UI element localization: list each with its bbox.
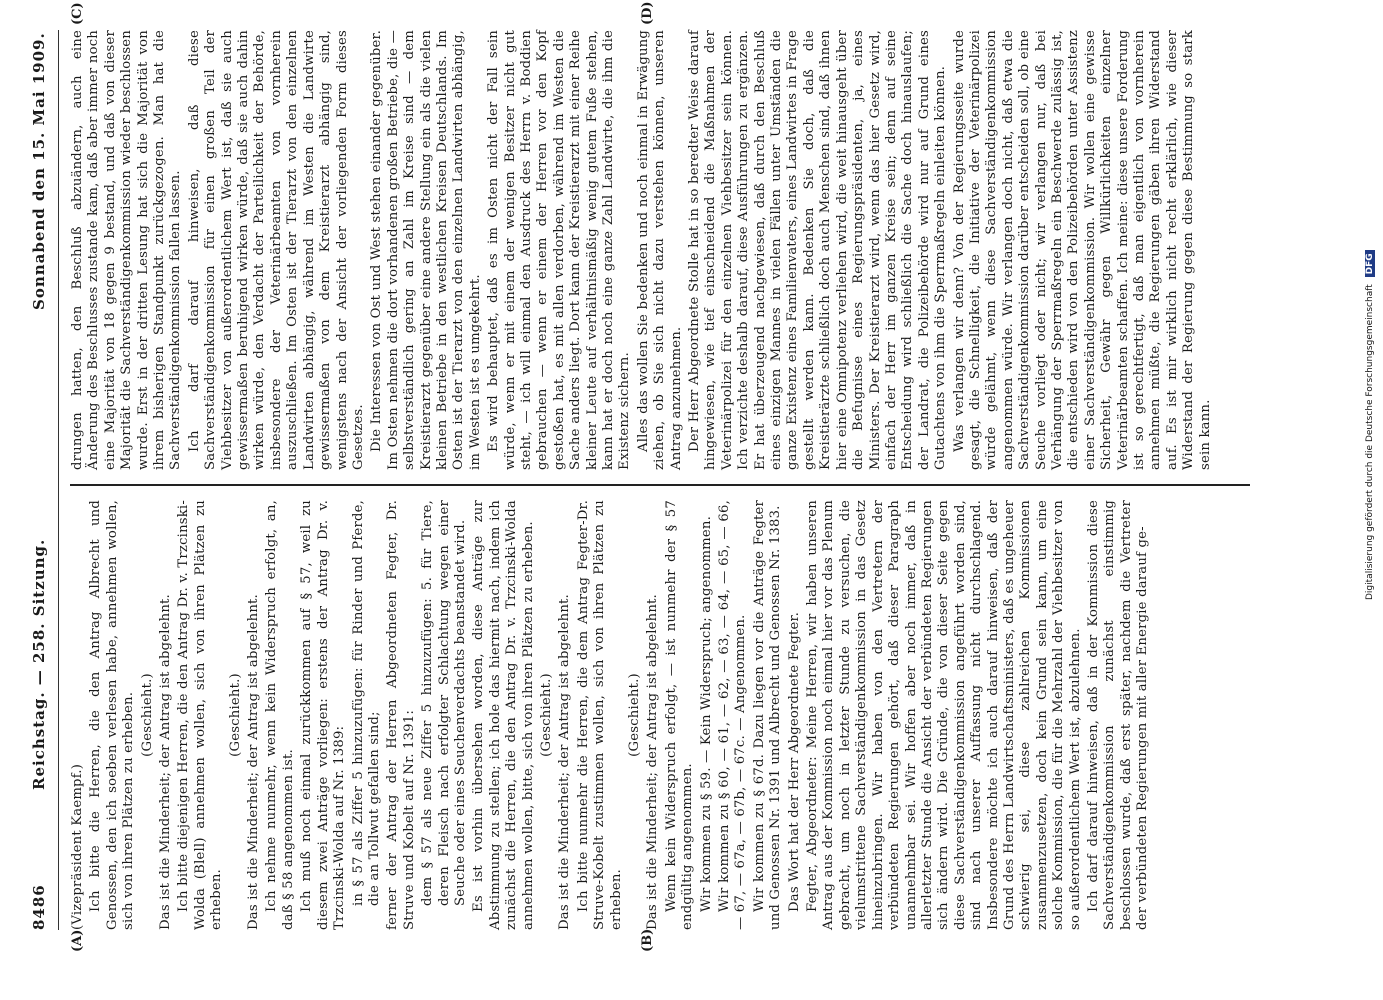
paragraph: Fegter, Abgeordneter: Meine Herren, wir haben unseren Antrag aus der Kommission noch einmal hier vor das Plenum gebracht, um noch in letzter Stunde zu versuchen, die vielumstrittene Sachverständigenkommission in das Gesetz hineinzubringen. Wir haben von den Vertretern der verbündeten Regierungen gehört, daß dieser Paragraph unannehmbar sei. Wir hoffen aber noch immer, daß in allerletzter Stunde die Ansicht der verbündeten Regierungen sich ändern wird. Die Gründe, die von dieser Seite gegen diese Sachverständigenkommission angeführt worden sind, sind nach unserer Auffassung nicht durchschlagend. Insbesondere möchte ich auch darauf hinweisen, daß der Grund des Herrn Landwirtschaftsministers, daß es ungeheuer schwierig sei, diese zahlreichen Kommissionen zusammenzusetzen, doch kein Grund sein kann, um eine solche Kommission, die für die Mehrzahl der Viehbesitzer von so außerordentlichem Wert ist, abzulehnen. (805, 500, 1083, 930)
paragraph: (Vizepräsident Kaempf.) (70, 763, 85, 930)
margin-marker-a: (A) (70, 929, 85, 952)
paragraph: (Geschieht.) (627, 673, 642, 757)
dfg-logo: DFG (1365, 250, 1375, 277)
header-title: Reichstag. — 258. Sitzung. (30, 538, 48, 790)
paragraph: Es ist vorhin übersehen worden, diese Anträge zur Abstimmung zu stellen; ich hole das hiermit nach, indem ich zunächst die Herren, die den Antrag Dr. v. Trzcinski-Wolda annehmen wollen, bitte, sich von ihren Plätzen zu erheben. (471, 500, 536, 930)
paragraph: Das ist die Minderheit; der Antrag ist abgelehnt. (645, 594, 661, 930)
paragraph: Wir kommen zu § 60, — 61, — 62, — 63, — 64, — 65, — 66, — 67, — 67a, — 67b, — 67c. — Angenommen. (717, 500, 749, 930)
paragraph: Alles das wollen Sie bedenken und noch einmal in Erwägung ziehen, ob Sie sich nicht dazu verstehen können, unseren Antrag anzunehmen. (635, 30, 684, 470)
digitization-credit (1365, 250, 1375, 600)
page-number: 8486 (30, 884, 48, 930)
header-rule (58, 30, 59, 930)
column-divider (70, 484, 1250, 486)
left-column (70, 500, 1154, 930)
paragraph: Das ist die Minderheit; der Antrag ist abgelehnt. (557, 594, 573, 930)
right-column (70, 30, 1216, 470)
paragraph: Ich bitte nunmehr die Herren, die dem Antrag Fegter-Dr. Struve-Kobelt zustimmen wollen, sich von ihren Plätzen zu erheben. (575, 500, 624, 930)
paragraph: dem § 57 als neue Ziffer 5 hinzuzufügen: 5. für Tiere, deren Fleisch nach erfolgter Schlachtung wegen einer Seuche oder eines Seuchenverdachts beanstandet wird. (420, 500, 468, 906)
paragraph: Das Wort hat der Herr Abgeordnete Fegter. (786, 612, 802, 912)
paragraph: Wir kommen zu § 59. — Kein Widerspruch; angenommen. (698, 516, 714, 912)
paragraph: (Geschieht.) (538, 673, 554, 757)
paragraph: Ich bitte die Herren, die den Antrag Albrecht und Genossen, den ich soeben verlesen habe, annehmen wollen, sich von ihren Plätzen zu erheben. (88, 500, 137, 930)
margin-marker-b: (B) (640, 928, 655, 952)
paragraph: Der Herr Abgeordnete Stolle hat in so beredter Weise darauf hingewiesen, wie tief einschneidend die Maßnahmen der Veterinärpolizei für den einzelnen Viehbesitzer sein können. Ich verzichte deshalb darauf, diese Ausführungen zu ergänzen. Er hat überzeugend nachgewiesen, daß durch den Beschluß eines einzigen Mannes in vielen Fällen unter Umständen die ganze Existenz eines Familienvaters, eines Landwirtes in Frage gestellt werden kann. Bedenken Sie doch, daß die Kreistierärzte schließlich doch auch Menschen sind, daß ihnen hier eine Omnipotenz verliehen wird, die weit hinausgeht über die Befugnisse eines Regierungspräsidenten, ja, eines Ministers. Der Kreistierarzt wird, wenn das hier Gesetz wird, einfach der Herr im ganzen Kreise sein; denn auf seine Entscheidung wird schließlich die Sache doch hinauslaufen; der Landrat, die Polizeibehörde wird nur auf Grund eines Gutachtens von ihm die Sperrmaßregeln einleiten können. (687, 30, 949, 470)
paragraph: Das ist die Minderheit; der Antrag ist abgelehnt. (158, 594, 174, 930)
page-header (30, 30, 54, 930)
credit-text: Digitalisierung gefördert durch die Deutsche Forschungsgemeinschaft (1365, 284, 1375, 600)
paragraph: Ich muß noch einmal zurückkommen auf § 57, weil zu diesem zwei Anträge vorliegen: erstens der Antrag Dr. v. Trzcinski-Wolda auf Nr. 1389: (299, 500, 348, 930)
paragraph: Wenn kein Widerspruch erfolgt, — ist nunmehr der § 57 endgültig angenommen. (663, 500, 696, 930)
paragraph: Es wird behauptet, daß es im Osten nicht der Fall sein würde, wenn er mit einem der wenigen Besitzer nicht gut steht, — ich will einmal den Ausdruck des Herrn v. Boddien gebrauchen — wenn er einem der Herren vor den Kopf gestoßen hat, es mit allen verdorben, während im Westen die Sache anders liegt. Dort kann der Kreistierarzt mit einer Reihe kleiner Leute auf verhältnismäßig wenig gutem Fuße stehen, kann hat er doch noch eine ganze Zahl Landwirte, die ihm die Existenz sichern. (486, 30, 633, 470)
header-date: Sonnabend den 15. Mai 1909. (30, 32, 48, 310)
paragraph: (Geschieht.) (227, 673, 243, 757)
paragraph: Wir kommen zu § 67d. Dazu liegen vor die Anträge Fegter und Genossen Nr. 1391 und Albrecht und Genossen Nr. 1383. (751, 500, 784, 930)
paragraph: drungen hatten, den Beschluß abzuändern, auch eine Änderung des Beschlusses zustande kam, daß aber immer noch eine Majorität von 18 gegen 9 bestand, und daß von dieser Majorität die Sachverständigenkommission wieder beschlossen wurde. Erst in der dritten Lesung hat sich die Majorität von ihrem bisherigen Standpunkt zurückgezogen. Man hat die Sachverständigenkommission fallen lassen. (70, 30, 184, 470)
paragraph: ferner der Antrag der Herren Abgeordneten Fegter, Dr. Struve und Kobelt auf Nr. 1391: (385, 500, 417, 930)
paragraph: Ich darf darauf hinweisen, daß diese Sachverständigenkommission für einen großen Teil der Viehbesitzer von außerordentlichem Wert ist, daß sie auch gewissermaßen beruhigend wirken würde, daß sie auch dahin wirken würde, den Verdacht der Parteilichkeit der Behörde, insbesondere der Veterinärbeamten von vornherein auszuschließen. Im Osten ist der Tierarzt von den einzelnen Landwirten abhängig, während im Westen die Landwirte gewissermaßen von dem Kreistierarzt abhängig sind, wenigstens nach der Ansicht der vorliegenden Form dieses Gesetzes. (186, 30, 366, 470)
paragraph: (Geschieht.) (139, 673, 155, 757)
margin-marker-d: (D) (640, 1, 655, 25)
margin-marker-c: (C) (70, 2, 85, 25)
paragraph: Das ist die Minderheit; der Antrag ist abgelehnt. (246, 594, 262, 930)
paragraph: Was verlangen wir denn? Von der Regierungsseite wurde gesagt, die Schnelligkeit, die Initiative der Veterinärpolizei würde gelähmt, wenn diese Sachverständigenkommission angenommen würde. Wir verlangen doch nicht, daß etwa die Sachverständigenkommission darüber entscheiden soll, ob eine Seuche vorliegt oder nicht; wir verlangen nur, daß bei Verhängung der Sperrmaßregeln ein Beschwerde zulässig ist, die entschieden wird von den Polizeibehörden unter Assistenz einer Sachverständigenkommission. Wir wollen eine gewisse Sicherheit, Gewähr gegen Willkürlichkeiten einzelner Veterinärbeamten schaffen. Ich meine: diese unsere Forderung ist so gerechtfertigt, daß man eigentlich von vornherein annehmen müßte, die Regierungen gäben ihren Widerstand auf. Es ist mir wirklich nicht recht erklärlich, wie dieser Widerstand der Regierung gegen diese Bestimmung so stark sein kann. (951, 30, 1213, 470)
paragraph: Die Interessen von Ost und West stehen einander gegenüber. Im Osten nehmen die dort vorhandenen großen Betriebe, die — selbstverständlich gering an Zahl im Kreise sind — dem Kreistierarzt gegenüber eine andere Stellung ein als die vielen kleinen Betriebe in den westlichen Kreisen Deutschlands. Im Osten ist der Tierarzt von den einzelnen Landwirten abhängig, im Westen ist es umgekehrt. (369, 30, 483, 470)
paragraph: Ich darf darauf hinweisen, daß in der Kommission diese Sachverständigenkommission zunächst einstimmig beschlossen wurde, daß erst später, nachdem die Vertreter der verbündeten Regierungen mit aller Energie darauf ge- (1085, 500, 1151, 930)
paragraph: Ich nehme nunmehr, wenn kein Widerspruch erfolgt, an, daß § 58 angenommen ist. (264, 500, 296, 930)
paragraph: Ich bitte diejenigen Herren, die den Antrag Dr. v. Trzcinski-Wolda (Blell) annehmen wollen, sich von ihren Plätzen zu erheben. (176, 500, 225, 930)
paragraph: in § 57 als Ziffer 5 hinzuzufügen: für Rinder und Pferde, die an Tollwut gefallen sind; (350, 500, 382, 906)
